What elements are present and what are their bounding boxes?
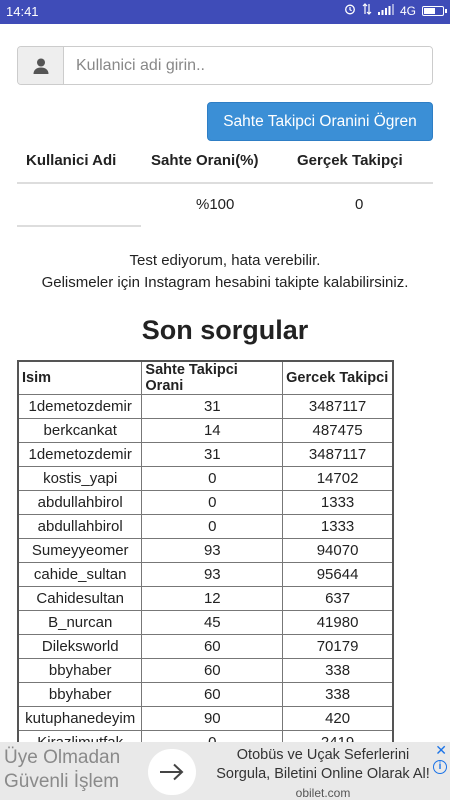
info-icon[interactable]: i [433, 760, 447, 774]
row-real-followers: 3487117 [283, 395, 393, 419]
username-input[interactable] [64, 47, 432, 84]
result-header-real-followers: Gerçek Takipçi [297, 152, 403, 169]
row-real-followers: 338 [283, 659, 393, 683]
info-line-1: Test ediyorum, hata verebilir. [129, 252, 321, 269]
status-icons [344, 3, 444, 18]
row-name: Sumeyyeomer [18, 539, 142, 563]
result-header-fake-rate: Sahte Orani(%) [151, 152, 259, 169]
table-row [18, 467, 393, 491]
row-name: bbyhaber [18, 683, 142, 707]
row-fake-rate: 0 [142, 515, 283, 539]
check-fake-followers-button[interactable]: Sahte Takipci Oranini Ögren [207, 102, 433, 141]
row-real-followers: 95644 [283, 563, 393, 587]
row-fake-rate: 93 [142, 563, 283, 587]
table-row [18, 707, 393, 731]
row-fake-rate: 14 [142, 419, 283, 443]
table-row [18, 587, 393, 611]
status-time: 14:41 [6, 4, 39, 19]
row-name: bbyhaber [18, 659, 142, 683]
battery-icon [422, 6, 444, 16]
ad-body-line-2: Sorgula, Biletini Online Olarak Al! [216, 766, 430, 782]
result-header-username: Kullanici Adi [26, 152, 117, 169]
result-divider [17, 182, 433, 184]
table-row [18, 491, 393, 515]
row-name: berkcankat [18, 419, 142, 443]
column-header-real-followers: Gercek Takipci [283, 361, 393, 395]
row-real-followers: 14702 [283, 467, 393, 491]
recent-queries-title: Son sorgular [141, 315, 309, 345]
user-icon [18, 47, 64, 84]
row-name: cahide_sultan [18, 563, 142, 587]
ad-banner[interactable] [0, 742, 450, 800]
signal-icon [378, 4, 394, 18]
row-name: kutuphanedeyim [18, 707, 142, 731]
row-fake-rate: 90 [142, 707, 283, 731]
alarm-icon [344, 3, 356, 18]
row-fake-rate: 60 [142, 683, 283, 707]
username-input-group [17, 46, 433, 85]
row-real-followers: 3487117 [283, 443, 393, 467]
column-header-fake-rate: Sahte Takipci Orani [142, 361, 283, 395]
table-row [18, 659, 393, 683]
row-fake-rate: 0 [142, 467, 283, 491]
close-icon[interactable]: ✕ [435, 742, 447, 758]
row-fake-rate: 12 [142, 587, 283, 611]
row-name: Cahidesultan [18, 587, 142, 611]
row-name: B_nurcan [18, 611, 142, 635]
table-row [18, 419, 393, 443]
row-fake-rate: 93 [142, 539, 283, 563]
ad-headline-line-2: Güvenli İşlem [4, 771, 120, 792]
column-header-name: Isim [18, 361, 142, 395]
ad-body-line-1: Otobüs ve Uçak Seferlerini [236, 747, 410, 763]
row-fake-rate: 45 [142, 611, 283, 635]
arrow-right-icon[interactable] [148, 749, 196, 795]
table-row [18, 683, 393, 707]
table-row [18, 635, 393, 659]
row-fake-rate: 31 [142, 443, 283, 467]
ad-body [203, 746, 443, 800]
row-name: 1demetozdemir [18, 443, 142, 467]
ad-domain: obilet.com [295, 786, 351, 800]
ad-headline-line-1: Üye Olmadan [4, 747, 121, 768]
row-name: 1demetozdemir [18, 395, 142, 419]
row-fake-rate: 60 [142, 659, 283, 683]
table-row [18, 611, 393, 635]
row-real-followers: 637 [283, 587, 393, 611]
info-line-2: Gelismeler için Instagram hesabini takipte kalabilirsiniz. [41, 274, 409, 291]
result-fake-rate: %100 [196, 196, 235, 213]
table-row [18, 443, 393, 467]
ad-headline [4, 746, 120, 794]
recent-queries-table [17, 360, 394, 756]
data-arrows-icon [362, 3, 372, 18]
result-username-underline [17, 225, 141, 227]
status-bar [0, 0, 450, 24]
row-real-followers: 420 [283, 707, 393, 731]
row-real-followers: 338 [283, 683, 393, 707]
row-real-followers: 94070 [283, 539, 393, 563]
row-fake-rate: 60 [142, 635, 283, 659]
row-real-followers: 41980 [283, 611, 393, 635]
result-real-followers: 0 [355, 196, 364, 213]
table-row [18, 515, 393, 539]
row-real-followers: 1333 [283, 515, 393, 539]
table-row [18, 563, 393, 587]
row-name: abdullahbirol [18, 491, 142, 515]
row-name: kostis_yapi [18, 467, 142, 491]
network-type: 4G [399, 3, 416, 18]
table-row [18, 539, 393, 563]
row-name: Dileksworld [18, 635, 142, 659]
row-fake-rate: 0 [142, 491, 283, 515]
row-real-followers: 1333 [283, 491, 393, 515]
table-header-row [18, 361, 393, 395]
table-row [18, 395, 393, 419]
row-real-followers: 487475 [283, 419, 393, 443]
row-real-followers: 70179 [283, 635, 393, 659]
row-fake-rate: 31 [142, 395, 283, 419]
row-name: abdullahbirol [18, 515, 142, 539]
